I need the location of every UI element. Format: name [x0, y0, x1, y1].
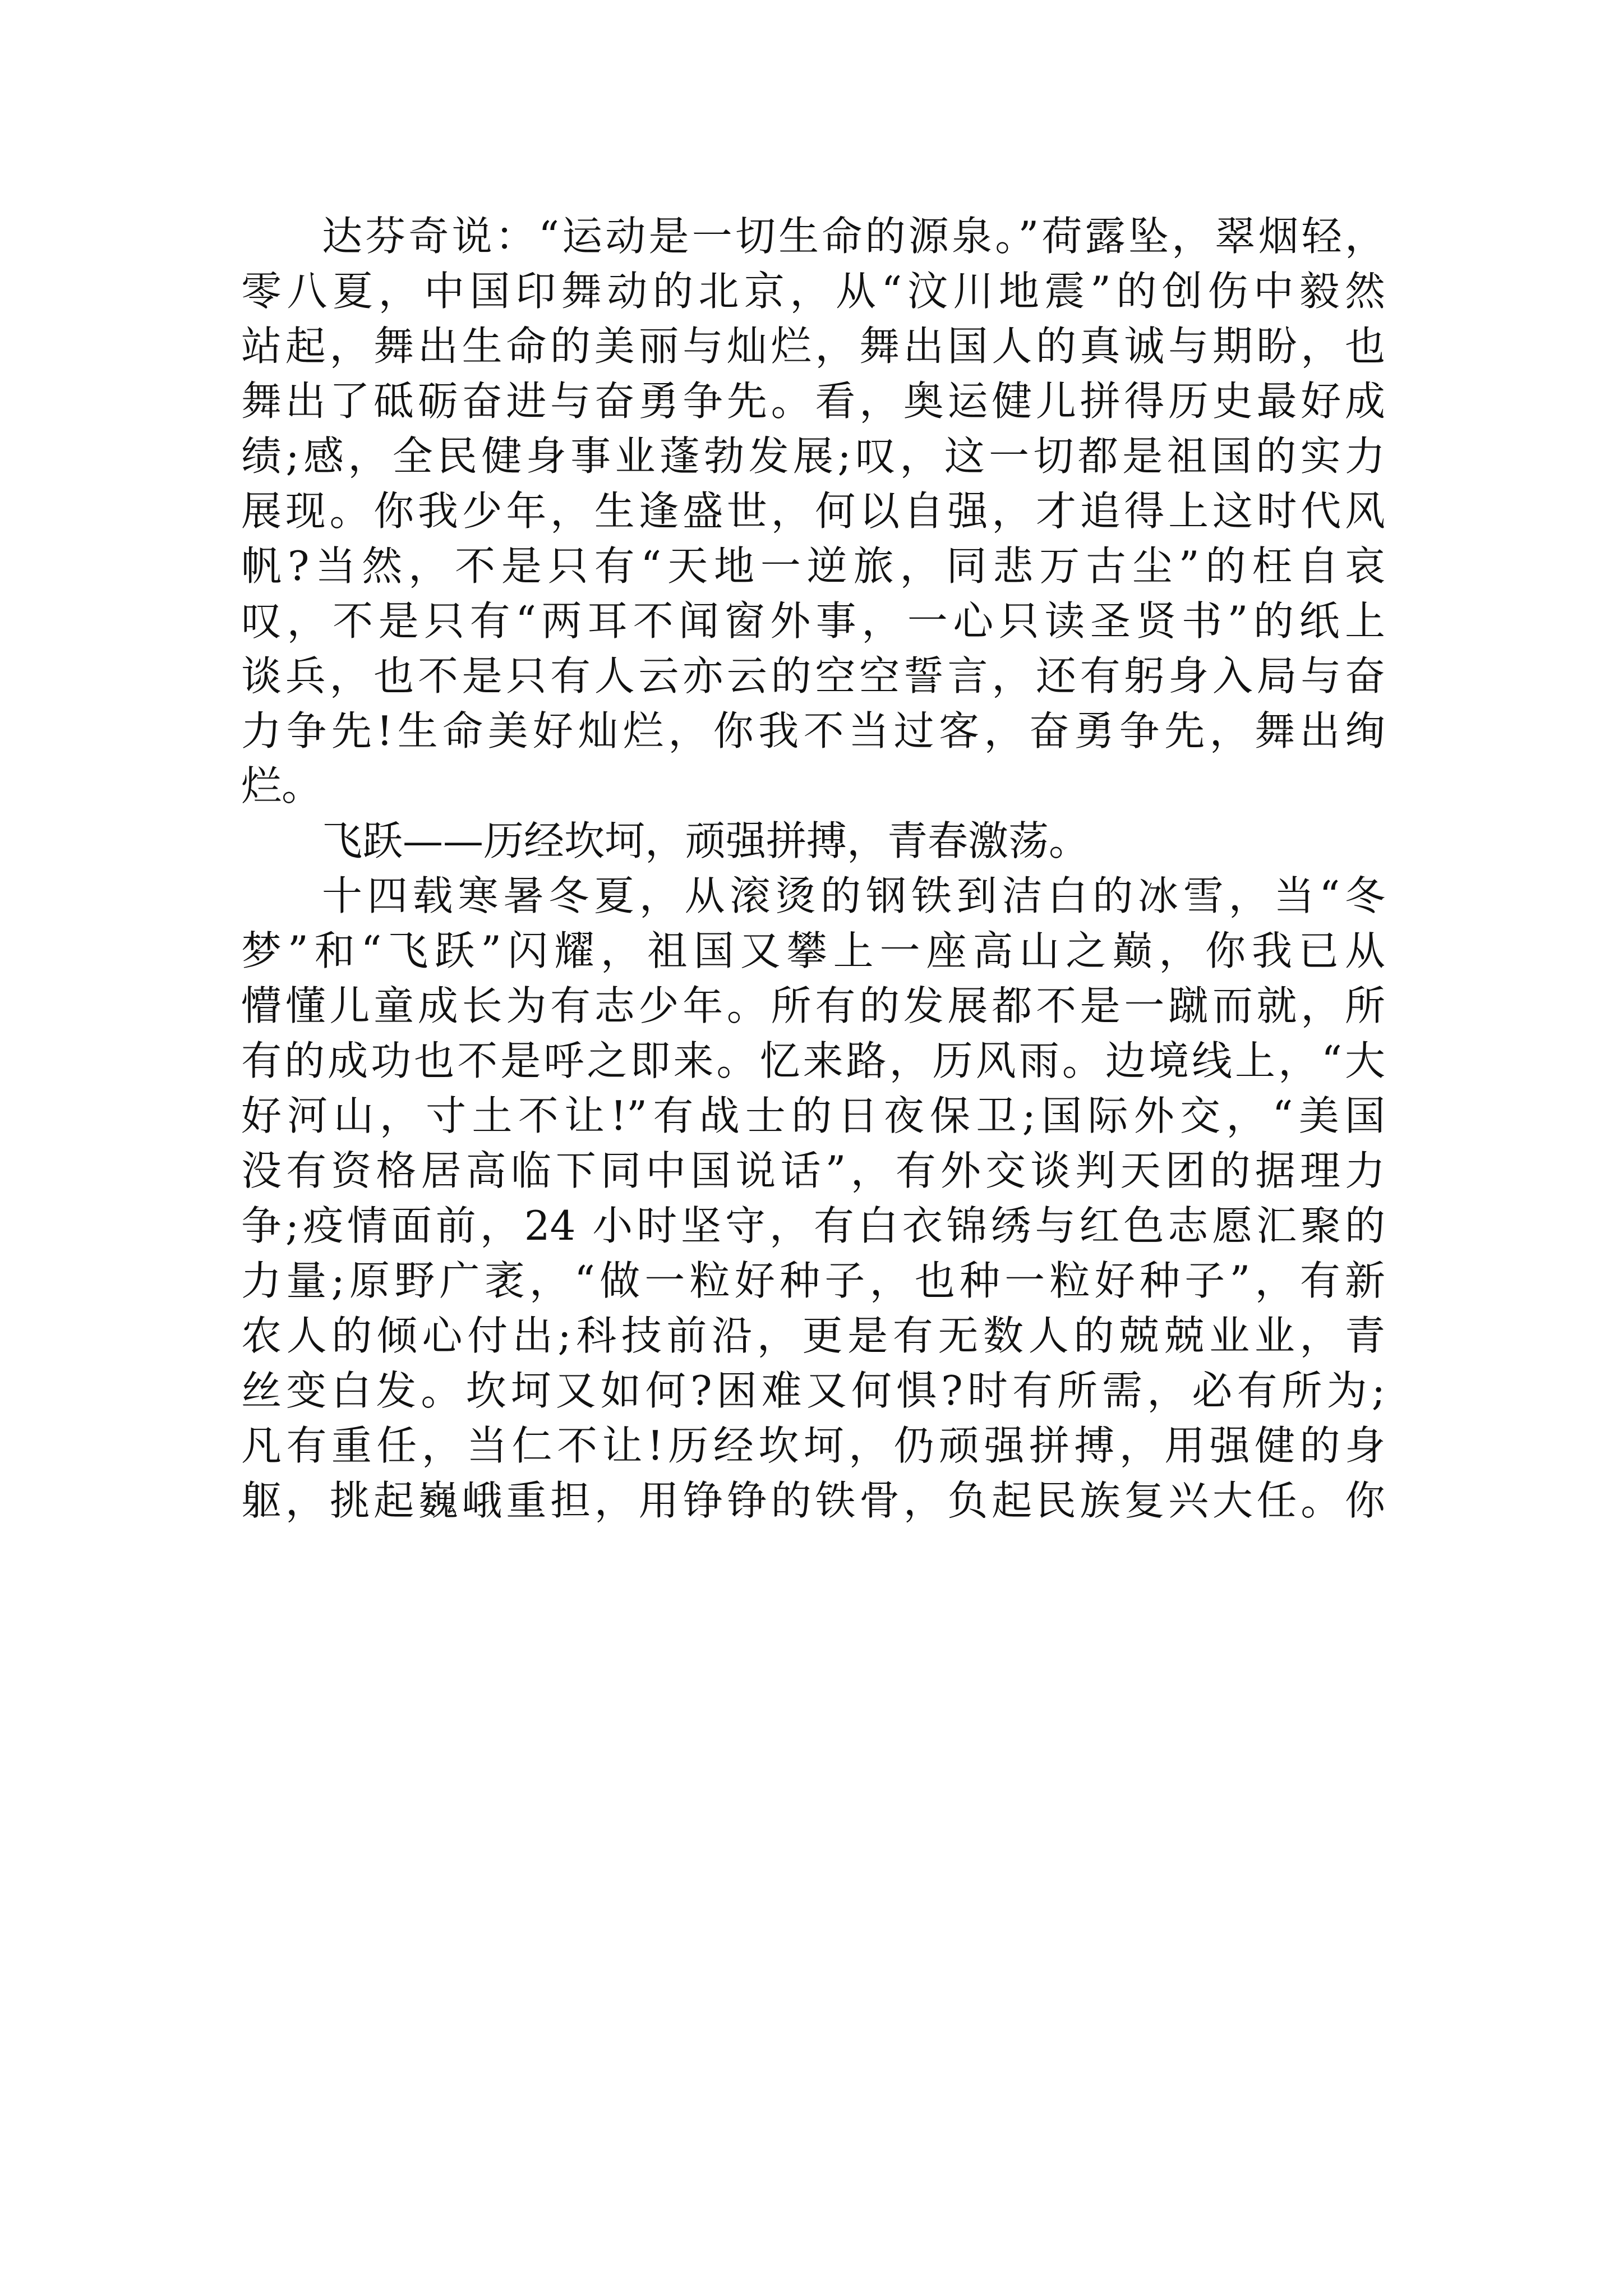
paragraph-1-line-4: 舞出了砥砺奋进与奋勇争先。看，奥运健儿拼得历史最好成	[241, 378, 1385, 425]
paragraph-1-line-10: 力争先!生命美好灿烂，你我不当过客，奋勇争先，舞出绚	[241, 707, 1385, 754]
paragraph-3-line-12: 躯，挑起巍峨重担，用铮铮的铁骨，负起民族复兴大任。你	[241, 1477, 1385, 1524]
paragraph-2-line-1: 飞跃——历经坎坷，顽强拼搏，青春激荡。	[322, 817, 1090, 864]
paragraph-1-line-7: 帆?当然，不是只有“天地一逆旅，同悲万古尘”的枉自哀	[241, 542, 1385, 590]
paragraph-3-line-9: 农人的倾心付出;科技前沿，更是有无数人的兢兢业业，青	[241, 1312, 1385, 1359]
paragraph-3-line-3: 懵懂儿童成长为有志少年。所有的发展都不是一蹴而就，所	[241, 982, 1385, 1029]
paragraph-1-line-11: 烂。	[241, 762, 322, 809]
body-text	[241, 209, 1385, 1528]
paragraph-1-line-6: 展现。你我少年，生逢盛世，何以自强，才追得上这时代风	[241, 487, 1385, 535]
paragraph-3-line-1: 十四载寒暑冬夏，从滚烫的钢铁到洁白的冰雪，当“冬	[322, 872, 1385, 919]
paragraph-3-line-11: 凡有重任，当仁不让!历经坎坷，仍顽强拼搏，用强健的身	[241, 1422, 1385, 1469]
paragraph-1-line-2: 零八夏，中国印舞动的北京，从“汶川地震”的创伤中毅然	[241, 268, 1385, 315]
paragraph-3-line-6: 没有资格居高临下同中国说话”，有外交谈判天团的据理力	[241, 1147, 1385, 1194]
paragraph-3-line-8: 力量;原野广袤，“做一粒好种子，也种一粒好种子”，有新	[241, 1257, 1385, 1304]
paragraph-1-line-8: 叹，不是只有“两耳不闻窗外事，一心只读圣贤书”的纸上	[241, 597, 1385, 645]
paragraph-1-line-1: 达芬奇说：“运动是一切生命的源泉。”荷露坠，翠烟轻，	[322, 213, 1385, 260]
paragraph-3-line-2: 梦”和“飞跃”闪耀，祖国又攀上一座高山之巅，你我已从	[241, 927, 1385, 974]
paragraph-3-line-7: 争;疫情面前，24 小时坚守，有白衣锦绣与红色志愿汇聚的	[241, 1202, 1385, 1249]
paragraph-1-line-9: 谈兵，也不是只有人云亦云的空空誓言，还有躬身入局与奋	[241, 652, 1385, 700]
paragraph-3-line-5: 好河山，寸土不让!”有战士的日夜保卫;国际外交，“美国	[241, 1092, 1385, 1139]
paragraph-1-line-3: 站起，舞出生命的美丽与灿烂，舞出国人的真诚与期盼，也	[241, 323, 1385, 370]
paragraph-1-line-5: 绩;感，全民健身事业蓬勃发展;叹，这一切都是祖国的实力	[241, 432, 1385, 480]
paragraph-3-line-4: 有的成功也不是呼之即来。忆来路，历风雨。边境线上，“大	[241, 1037, 1385, 1084]
paragraph-3-line-10: 丝变白发。坎坷又如何?困难又何惧?时有所需，必有所为;	[241, 1367, 1385, 1414]
